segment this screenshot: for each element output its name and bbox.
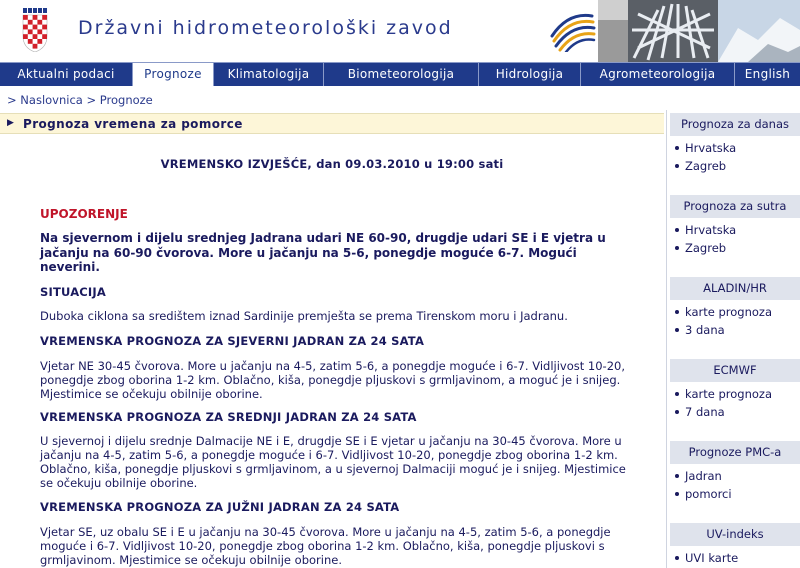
sidebar-link-label: Zagreb <box>685 159 727 173</box>
sidebar-link-label: 3 dana <box>685 323 725 337</box>
bullet-icon <box>675 246 679 250</box>
nav-item-agrometeorologija[interactable]: Agrometeorologija <box>581 63 735 86</box>
sidebar-heading-prognoza-sutra: Prognoza za sutra <box>670 195 800 218</box>
sidebar-link-label: 7 dana <box>685 405 725 419</box>
breadcrumb-home-link[interactable]: Naslovnica <box>20 93 83 107</box>
bullet-icon <box>675 410 679 414</box>
bullet-icon <box>675 228 679 232</box>
sidebar <box>670 110 800 568</box>
sidebar-heading-aladin: ALADIN/HR <box>670 277 800 300</box>
sidebar-link-hrvatska-sutra[interactable] <box>675 223 736 237</box>
north-adriatic-heading: VREMENSKA PROGNOZA ZA SJEVERNI JADRAN ZA 24 SATA <box>40 334 425 348</box>
south-adriatic-text: Vjetar SE, uz obalu SE i E u jačanju na 30-45 čvorova. More u jačanju na 4-5, zatim 5-6, a ponegdje moguće i 6-7. Vidljivost 10-20, ponegdje zbog oborina 1-2 km. Oblačno, kiša, ponegdje pljuskovi s grmljavinom. Mjestimice se očekuju obilnije oborine. <box>40 525 611 567</box>
sidebar-link-label: karte prognoza <box>685 387 772 401</box>
nav-item-hidrologija[interactable]: Hidrologija <box>479 63 581 86</box>
sidebar-link-pmc-pomorci[interactable] <box>675 487 732 501</box>
sidebar-link-uvi-karte[interactable] <box>675 551 738 565</box>
sidebar-heading-ecmwf: ECMWF <box>670 359 800 382</box>
bullet-icon <box>675 146 679 150</box>
sidebar-link-hrvatska-danas[interactable] <box>675 141 736 155</box>
sidebar-link-label: Hrvatska <box>685 223 737 237</box>
nav-item-klimatologija[interactable]: Klimatologija <box>214 63 324 86</box>
situation-heading: SITUACIJA <box>40 285 106 299</box>
nav-item-prognoze[interactable]: Prognoze <box>133 63 214 86</box>
breadcrumb-separator: > <box>86 93 97 107</box>
bullet-icon <box>675 328 679 332</box>
site-header <box>0 0 800 62</box>
breadcrumb-separator: > <box>7 93 17 107</box>
sidebar-link-aladin-3-dana[interactable] <box>675 323 725 337</box>
warning-label: UPOZORENJE <box>40 207 128 221</box>
bullet-icon <box>675 492 679 496</box>
sidebar-link-label: Jadran <box>685 469 722 483</box>
north-adriatic-text: Vjetar NE 30-45 čvorova. More u jačanju na 4-5, zatim 5-6, a ponegdje moguće i 6-7. Vidljivost 10-20, ponegdje zbog oborina 1-2 km. Oblačno, kiša, ponegdje pljuskovi s grmljavinom, a moguć je i snijeg. Mjestimice se očekuju obilnije oborine. <box>40 359 626 401</box>
bullet-icon <box>675 392 679 396</box>
bullet-icon <box>675 474 679 478</box>
breadcrumb <box>7 93 153 107</box>
sidebar-heading-prognoza-danas: Prognoza za danas <box>670 113 800 136</box>
weather-photo-image <box>598 0 800 62</box>
section-title: Prognoza vremena za pomorce <box>23 117 243 131</box>
middle-adriatic-text: U sjevernoj i dijelu srednje Dalmacije NE i E, drugdje SE i E vjetar u jačanju na 30-45 čvorova. More u jačanju na 4-5, zatim 5-6, a ponegdje moguće i 6-7. Vidljivost 10-20, ponegdje zbog oborina 1-2 km. Oblačno, kiša, ponegdje pljuskovi s grmljavinom, a u sjevernoj Dalmaciji moguć je i snijeg. Mjestimice se očekuju obilnije oborine. <box>40 434 626 490</box>
header-photo-collage <box>598 0 800 62</box>
middle-adriatic-heading: VREMENSKA PROGNOZA ZA SREDNJI JADRAN ZA 24 SATA <box>40 410 417 424</box>
forecast-report <box>0 134 664 568</box>
dhmz-logo-icon[interactable] <box>548 6 596 52</box>
main-nav <box>0 62 800 86</box>
sidebar-link-label: Zagreb <box>685 241 727 255</box>
sidebar-link-label: karte prognoza <box>685 305 772 319</box>
sidebar-heading-uv-indeks: UV-indeks <box>670 523 800 546</box>
sidebar-link-aladin-karte[interactable] <box>675 305 772 319</box>
bullet-icon <box>675 556 679 560</box>
sidebar-link-label: pomorci <box>685 487 732 501</box>
sidebar-link-pmc-jadran[interactable] <box>675 469 722 483</box>
site-title[interactable]: Državni hidrometeorološki zavod <box>78 17 453 39</box>
bullet-icon <box>675 310 679 314</box>
nav-item-aktualni-podaci[interactable]: Aktualni podaci <box>0 63 133 86</box>
croatian-coat-of-arms-icon[interactable] <box>22 8 48 52</box>
sidebar-link-zagreb-danas[interactable] <box>675 159 726 173</box>
bullet-icon <box>675 164 679 168</box>
nav-item-english[interactable]: English <box>744 67 791 81</box>
sidebar-link-zagreb-sutra[interactable] <box>675 241 726 255</box>
breadcrumb-current[interactable]: Prognoze <box>99 93 153 107</box>
south-adriatic-heading: VREMENSKA PROGNOZA ZA JUŽNI JADRAN ZA 24 SATA <box>40 500 400 514</box>
sidebar-link-ecmwf-7-dana[interactable] <box>675 405 725 419</box>
warning-text: Na sjevernom i dijelu srednjeg Jadrana udari NE 60-90, drugdje udari SE i E vjetra u jačanju na 60-90 čvorova. More u jačanju na 5-6, ponegdje moguće 6-7. Mogući neverini. <box>40 231 606 274</box>
sidebar-link-label: UVI karte <box>685 551 739 565</box>
situation-text: Duboka ciklona sa središtem iznad Sardinije premješta se prema Tirenskom moru i Jadranu. <box>40 309 568 323</box>
sidebar-divider <box>666 110 667 568</box>
play-arrow-icon: ▶ <box>7 118 14 128</box>
sidebar-link-ecmwf-karte[interactable] <box>675 387 772 401</box>
nav-item-biometeorologija[interactable]: Biometeorologija <box>324 63 479 86</box>
section-title-bar <box>0 113 664 134</box>
report-title: VREMENSKO IZVJEŠĆE, dan 09.03.2010 u 19:00 sati <box>160 157 504 171</box>
sidebar-link-label: Hrvatska <box>685 141 737 155</box>
sidebar-heading-pmc: Prognoze PMC-a <box>670 441 800 464</box>
